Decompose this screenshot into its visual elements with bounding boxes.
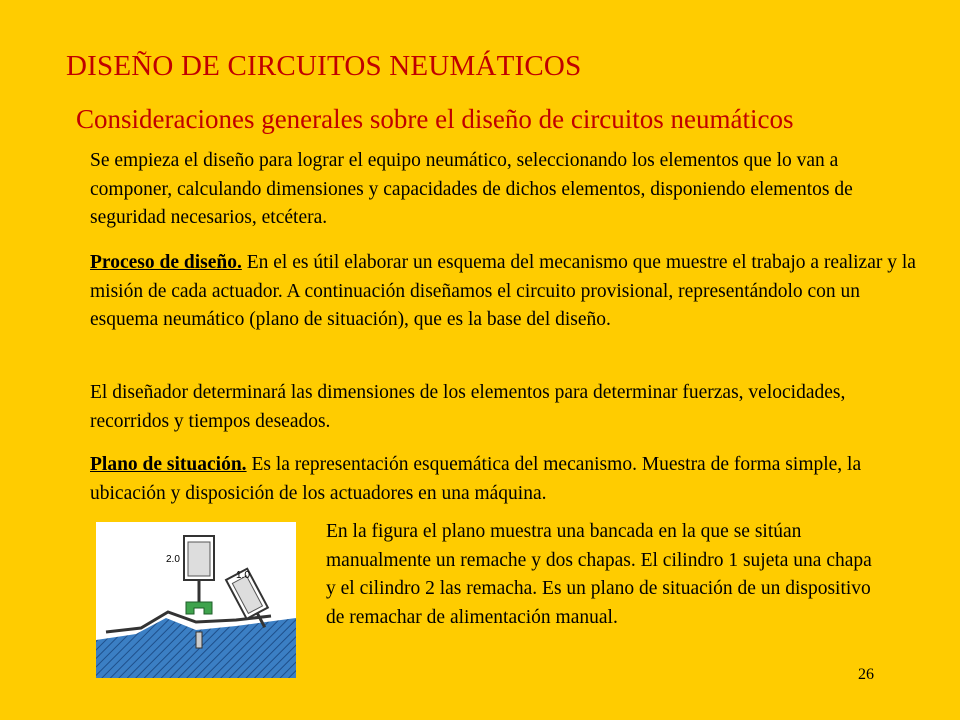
paragraph-designer: El diseñador determinará las dimensiones de los elementos para determinar fuerzas, velocidades, recorridos y tiempos deseados.	[90, 382, 846, 432]
situation-plan-heading: Plano de situación.	[90, 454, 247, 475]
paragraph-figure-description: En la figura el plano muestra una bancada en la que se sitúan manualmente un remache y dos chapas. El cilindro 1 sujeta una chapa y el cilindro 2 las remacha. Es un plano de situación de un dispositivo de remachar de alimentación manual.	[326, 521, 872, 628]
paragraph-design-process	[90, 249, 920, 335]
rivet-head-tool	[186, 602, 212, 614]
page-number: 26	[858, 666, 874, 683]
paragraph-intro: Se empieza el diseño para lograr el equipo neumático, seleccionando los elementos que lo van a componer, calculando dimensiones y capacidades de dichos elementos, disponiendo elementos de seguridad necesarios, etcétera.	[90, 150, 853, 228]
slide-subtitle: Consideraciones generales sobre el diseño de circuitos neumáticos	[76, 104, 794, 134]
situation-plan-text: Es la representación esquemática del mecanismo. Muestra de forma simple, la ubicación y disposición de los actuadores en una máquina.	[90, 454, 862, 504]
rivet	[196, 632, 202, 648]
paragraph-situation-plan	[90, 451, 920, 508]
cylinder-1-label: 1.0	[236, 570, 250, 581]
cylinder-2-body	[188, 542, 210, 576]
design-process-heading: Proceso de diseño.	[90, 252, 242, 273]
design-process-text: En el es útil elaborar un esquema del mecanismo que muestre el trabajo a realizar y la misión de cada actuador. A continuación diseñamos el circuito provisional, representándolo con un esquema neumático (plano de situación), que es la base del diseño.	[90, 252, 916, 330]
cylinder-2-label: 2.0	[166, 554, 180, 565]
riveting-device-figure	[96, 522, 296, 678]
riveting-device-diagram	[96, 522, 296, 678]
slide-title: DISEÑO DE CIRCUITOS NEUMÁTICOS	[66, 50, 582, 82]
